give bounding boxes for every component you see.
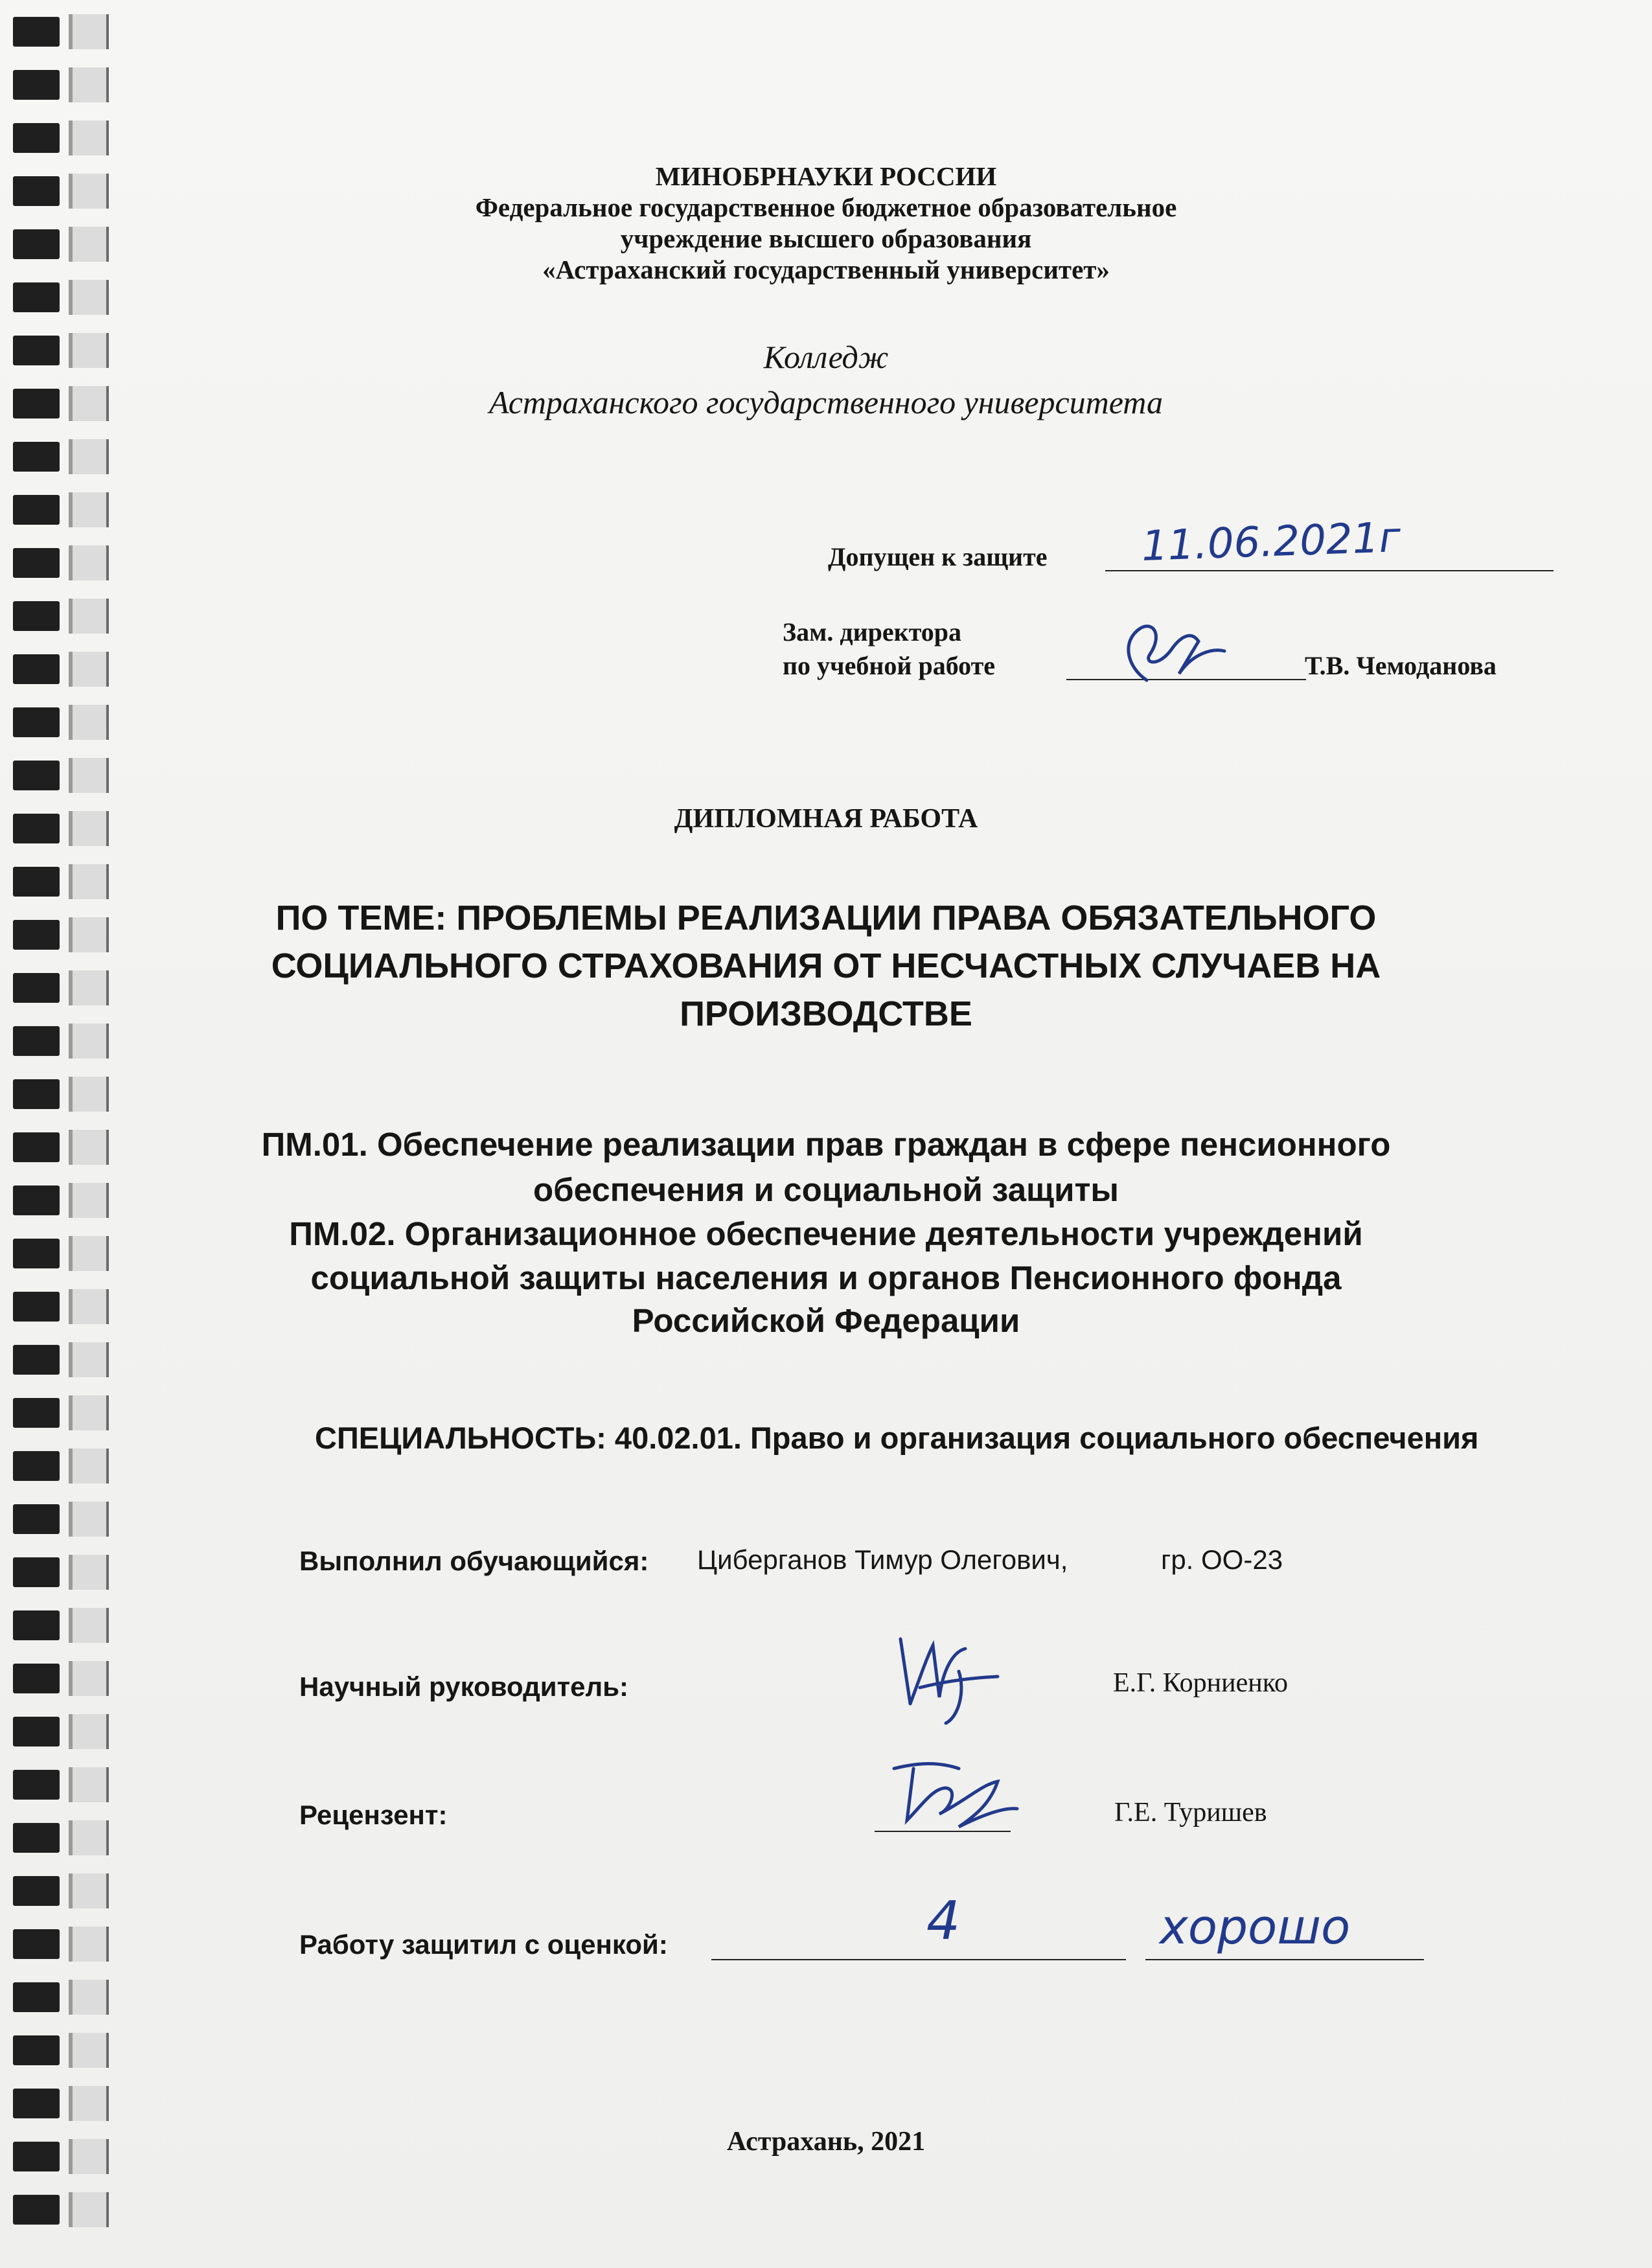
reviewer-name: Г.Е. Туришев (1114, 1798, 1267, 1827)
approver-title-line-1: Зам. директора (783, 617, 962, 647)
reviewer-label: Рецензент: (299, 1800, 448, 1830)
city-year: Астрахань, 2021 (726, 2127, 926, 2157)
topic-line-2: СОЦИАЛЬНОГО СТРАХОВАНИЯ ОТ НЕСЧАСТНЫХ СЛУЧАЕВ НА (271, 946, 1381, 985)
pm02-line-2: социальной защиты населения и органов Пенсионного фонда (310, 1259, 1342, 1296)
grade-word-line (1145, 1959, 1424, 1960)
approver-name: Т.В. Чемоданова (1305, 651, 1497, 680)
student-label: Выполнил обучающийся: (299, 1546, 649, 1576)
institution-line-1: Федеральное государственное бюджетное образовательное (475, 192, 1177, 222)
supervisor-label: Научный руководитель: (299, 1671, 628, 1702)
grade-number-line (711, 1959, 1126, 1960)
admission-date-line (1105, 570, 1554, 571)
supervisor-name: Е.Г. Корниенко (1113, 1668, 1288, 1698)
college-line-2: Астраханского государственного университета (488, 384, 1164, 420)
supervisor-signature (881, 1626, 1011, 1730)
institution-line-2: учреждение высшего образования (620, 223, 1032, 253)
approver-signature (1101, 602, 1231, 693)
grade-label: Работу защитил с оценкой: (299, 1929, 668, 1960)
topic-line-1: ПО ТЕМЕ: ПРОБЛЕМЫ РЕАЛИЗАЦИИ ПРАВА ОБЯЗАТЕЛЬНОГО (275, 899, 1377, 937)
ministry-name: МИНОБРНАУКИ РОССИИ (655, 161, 997, 191)
college-line-1: Колледж (763, 339, 889, 375)
pm01-line-1: ПМ.01. Обеспечение реализации прав граждан в сфере пенсионного (261, 1126, 1391, 1163)
reviewer-signature (868, 1749, 1024, 1846)
pm02-line-1: ПМ.02. Организационное обеспечение деятельности учреждений (289, 1215, 1363, 1252)
approver-title-line-2: по учебной работе (783, 651, 996, 680)
grade-number-handwritten: 4 (926, 1890, 961, 1952)
topic-line-3: ПРОИЗВОДСТВЕ (680, 994, 972, 1033)
grade-word-handwritten: хорошо (1160, 1899, 1351, 1955)
pm02-line-3: Российской Федерации (632, 1302, 1020, 1339)
pm01-line-2: обеспечения и социальной защиты (533, 1171, 1119, 1208)
student-name: Циберганов Тимур Олегович, (697, 1544, 1068, 1575)
university-name: «Астраханский государственный университет» (542, 255, 1110, 284)
admission-label: Допущен к защите (828, 542, 1048, 571)
admission-date-handwritten: 11.06.2021г (1140, 514, 1402, 571)
student-group: гр. ОО-23 (1161, 1544, 1283, 1575)
specialty: СПЕЦИАЛЬНОСТЬ: 40.02.01. Право и организация социального обеспечения (315, 1421, 1479, 1455)
document-type: ДИПЛОМНАЯ РАБОТА (674, 804, 978, 834)
